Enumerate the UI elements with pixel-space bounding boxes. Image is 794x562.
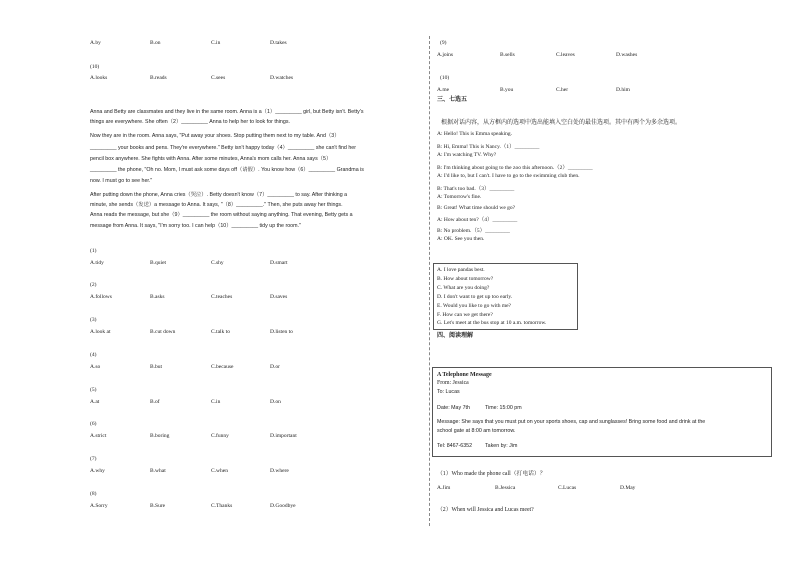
option-a[interactable]: A.so (90, 364, 101, 370)
option-a[interactable]: A.joins (437, 52, 454, 58)
question-label: (1) (90, 248, 97, 254)
choice-item[interactable]: E. Would you like to go with me? (437, 303, 512, 309)
dialogue-line: A: Hello! This is Emma speaking. (437, 131, 513, 137)
option-c[interactable]: C.Thanks (211, 503, 233, 509)
option-b[interactable]: B.Jessica (495, 485, 516, 491)
option-d[interactable]: D.washes (616, 52, 638, 58)
passage-line: minute, she sends（发送）a message to Anna. It says, "（8）_________." Then, she puts away her things. (90, 202, 343, 208)
dialogue-line: B: Hi, Emma! This is Nancy.（1）_________ (437, 144, 540, 150)
choice-item[interactable]: C. What are you doing? (437, 285, 490, 291)
question-label: (3) (90, 317, 97, 323)
option-a[interactable]: A.strict (90, 433, 107, 439)
option-c[interactable]: C.leaves (556, 52, 575, 58)
telephone-message-box (432, 367, 772, 457)
dialogue-line: B: That's too bad.（3）_________ (437, 186, 515, 192)
option-a[interactable]: A.by (90, 40, 101, 46)
dialogue-line: B: I'm thinking about going to the zoo this afternoon.（2）_________ (437, 165, 593, 171)
option-b[interactable]: B.you (500, 87, 514, 93)
choice-item[interactable]: G. Let's meet at the bus stop at 10 a.m. tomorrow. (437, 320, 547, 326)
message-to: To: Lucas (437, 389, 460, 395)
option-a[interactable]: A.tidy (90, 260, 104, 266)
option-a[interactable]: A.Sorry (90, 503, 108, 509)
dialogue-line: B: No problem.（5）_________ (437, 228, 510, 234)
option-b[interactable]: B.of (150, 399, 160, 405)
question-label: (10) (440, 75, 450, 81)
passage-line: things are everywhere. She often（2）_________ Anna to help her to look for things. (90, 119, 290, 125)
question-label: (7) (90, 456, 97, 462)
option-d[interactable]: D.or (270, 364, 280, 370)
option-b[interactable]: B.reads (150, 75, 167, 81)
option-d[interactable]: D.smart (270, 260, 288, 266)
message-title: A Telephone Message (437, 372, 492, 378)
option-b[interactable]: B.sells (500, 52, 515, 58)
option-b[interactable]: B.but (150, 364, 163, 370)
question-label: (9) (440, 40, 447, 46)
option-a[interactable]: A.looks (90, 75, 108, 81)
option-c[interactable]: C.because (211, 364, 234, 370)
choice-item[interactable]: F. How can we get there? (437, 312, 493, 318)
dialogue-line: A: I'd like to, but I can't. I have to go to the swimming club then. (437, 173, 580, 179)
section-3-title: 三、七选五 (437, 97, 468, 103)
option-d[interactable]: D.May (620, 485, 636, 491)
dialogue-line: B: Great! What time should we go? (437, 205, 516, 211)
option-c[interactable]: C.in (211, 40, 221, 46)
passage-line: Anna reads the message, but she（9）_________ the room without saying anything. That evening, Betty gets a (90, 212, 353, 218)
option-a[interactable]: A.me (437, 87, 450, 93)
reading-question-1: （1）Who made the phone call（打电话）？ (437, 471, 546, 477)
option-a[interactable]: A.look at (90, 329, 111, 335)
option-d[interactable]: D.him (616, 87, 630, 93)
option-c[interactable]: C.teaches (211, 294, 233, 300)
option-d[interactable]: D.on (270, 399, 281, 405)
dialogue-line: A: OK. See you then. (437, 236, 485, 242)
option-c[interactable]: C.talk to (211, 329, 230, 335)
column-divider (429, 36, 430, 526)
option-d[interactable]: D.takes (270, 40, 287, 46)
option-d[interactable]: D.saves (270, 294, 288, 300)
option-c[interactable]: C.when (211, 468, 228, 474)
passage-line: now. I must go to see her." (90, 178, 153, 184)
message-body: Message: She says that you must put on your sports shoes, cap and sunglasses! Bring some food and drink at the (437, 419, 706, 425)
option-c[interactable]: C.funny (211, 433, 229, 439)
question-label: (2) (90, 282, 97, 288)
passage-line: _________ your books and pens. They're everywhere." Betty isn't happy today（4）_________ she can't find her (90, 145, 357, 151)
option-a[interactable]: A.Jim (437, 485, 451, 491)
option-c[interactable]: C.Lucas (558, 485, 577, 491)
question-label: (4) (90, 352, 97, 358)
option-c[interactable]: C.shy (211, 260, 224, 266)
message-date: Date: May 7th (437, 405, 470, 411)
option-d[interactable]: D.listen to (270, 329, 293, 335)
option-d[interactable]: D.watches (270, 75, 294, 81)
passage-line: Anna and Betty are classmates and they live in the same room. Anna is a（1）_________ girl, but Betty isn't. Betty's (90, 109, 364, 115)
option-b[interactable]: B.boring (150, 433, 170, 439)
question-label: (10) (90, 64, 100, 70)
choice-item[interactable]: A. I love pandas best. (437, 267, 485, 273)
option-c[interactable]: C.sees (211, 75, 226, 81)
option-b[interactable]: B.Sure (150, 503, 166, 509)
option-a[interactable]: A.at (90, 399, 100, 405)
question-label: (5) (90, 387, 97, 393)
option-b[interactable]: B.quiet (150, 260, 167, 266)
option-d[interactable]: D.Goodbye (270, 503, 296, 509)
section-3-instruction: 根据对话内容，从方框内的选项中选出能填入空白处的最佳选项。其中有两个为多余选项。 (441, 120, 682, 126)
dialogue-line: A: I'm watching TV. Why? (437, 152, 497, 158)
passage-line: pencil box anywhere. She fights with Anna. After some minutes, Anna's mom calls her. Anna says（5） (90, 156, 332, 162)
option-b[interactable]: B.on (150, 40, 161, 46)
choice-item[interactable]: D. I don't want to get up too early. (437, 294, 513, 300)
passage-line: Now they are in the room. Anna says, "Put away your shoes. Stop putting them next to my table. And（3） (90, 133, 340, 139)
message-taken-by: Taken by: Jim (485, 443, 518, 449)
option-d[interactable]: D.important (270, 433, 297, 439)
dialogue-line: A: Tomorrow's fine. (437, 194, 482, 200)
message-from: From: Jessica (437, 380, 469, 386)
option-c[interactable]: C.in (211, 399, 221, 405)
passage-line: After putting down the phone, Anna cries（哭泣）. Betty doesn't know（7）_________ to say. After thinking a (90, 192, 348, 198)
option-a[interactable]: A.follows (90, 294, 112, 300)
reading-question-2: （2）When will Jessica and Lucas meet? (437, 507, 534, 513)
choice-item[interactable]: B. How about tomorrow? (437, 276, 494, 282)
option-b[interactable]: B.what (150, 468, 166, 474)
passage-line: _________ the phone, "Oh no. Mom, I must ask some days off（请假）. You know how（6）_________ Grandma is (90, 167, 364, 173)
message-tel: Tel: 8467-6352 (437, 443, 473, 449)
option-c[interactable]: C.her (556, 87, 569, 93)
question-label: (6) (90, 421, 97, 427)
message-body: school gate at 8:00 am tomorrow. (437, 428, 516, 434)
option-d[interactable]: D.where (270, 468, 289, 474)
option-b[interactable]: B.asks (150, 294, 165, 300)
section-4-title: 四、阅读理解 (437, 333, 474, 339)
message-time: Time: 15:00 pm (485, 405, 522, 411)
passage-line: message from Anna. It says, "I'm sorry too. I can help（10）_________ tidy up the room." (90, 223, 301, 229)
question-label: (8) (90, 491, 97, 497)
dialogue-line: A: How about ten?（4）_________ (437, 217, 518, 223)
option-a[interactable]: A.why (90, 468, 105, 474)
choice-box (433, 263, 578, 330)
option-b[interactable]: B.cut down (150, 329, 176, 335)
